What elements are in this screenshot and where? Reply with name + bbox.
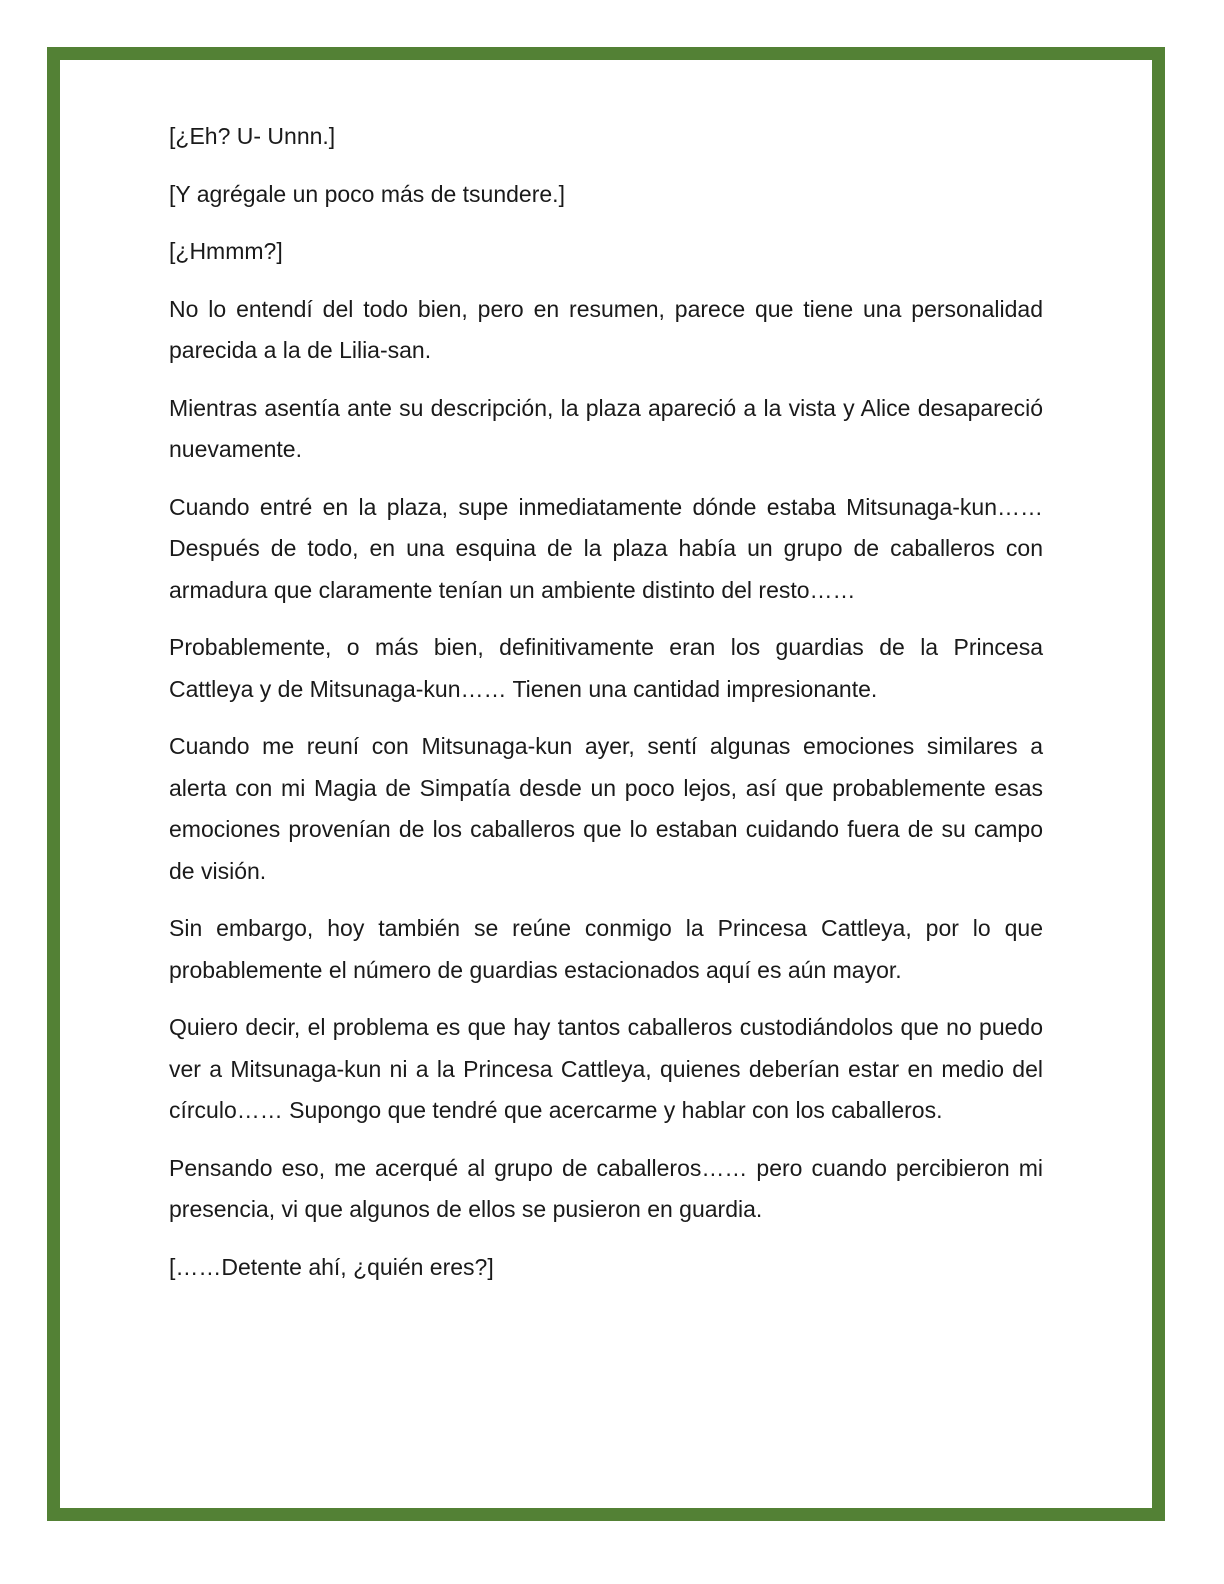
paragraph-6: Cuando entré en la plaza, supe inmediatamente dónde estaba Mitsunaga-kun…… Después de todo, en una esquina de la plaza había un grupo de caballeros con armadura que claramente tenían un ambiente distinto del resto…… — [169, 493, 1043, 603]
paragraph-12: [……Detente ahí, ¿quién eres?] — [169, 1253, 494, 1280]
paragraph-1: [¿Eh? U- Unnn.] — [169, 123, 336, 149]
paragraph-7: Probablemente, o más bien, definitivamente eran los guardias de la Princesa Cattleya y de Mitsunaga-kun…… Tienen una cantidad impresionante. — [169, 634, 1043, 702]
paragraph-9: Sin embargo, hoy también se reúne conmigo la Princesa Cattleya, por lo que probablemente el número de guardias estacionados aquí es aún mayor. — [169, 915, 1043, 983]
paragraph-4: No lo entendí del todo bien, pero en resumen, parece que tiene una personalidad parecida a la de Lilia-san. — [169, 295, 1043, 363]
paragraph-10: Quiero decir, el problema es que hay tantos caballeros custodiándolos que no puedo ver a Mitsunaga-kun ni a la Princesa Cattleya, quienes deberían estar en medio del círculo…… Supongo que tendré que acercarme y hablar con los caballeros. — [169, 1014, 1043, 1123]
paragraph-8: Cuando me reuní con Mitsunaga-kun ayer, sentí algunas emociones similares a alerta con mi Magia de Simpatía desde un poco lejos, así que probablemente esas emociones provenían de los caballeros que lo estaban cuidando fuera de su campo de visión. — [169, 733, 1043, 884]
paragraph-11: Pensando eso, me acerqué al grupo de caballeros…… pero cuando percibieron mi presencia, vi que algunos de ellos se pusieron en guardia. — [169, 1154, 1043, 1222]
paragraph-2: [Y agrégale un poco más de tsundere.] — [169, 180, 565, 207]
paragraph-5: Mientras asentía ante su descripción, la plaza apareció a la vista y Alice desapareció nuevamente. — [169, 394, 1043, 462]
paragraph-3: [¿Hmmm?] — [169, 238, 283, 264]
document-body — [169, 116, 1043, 1304]
